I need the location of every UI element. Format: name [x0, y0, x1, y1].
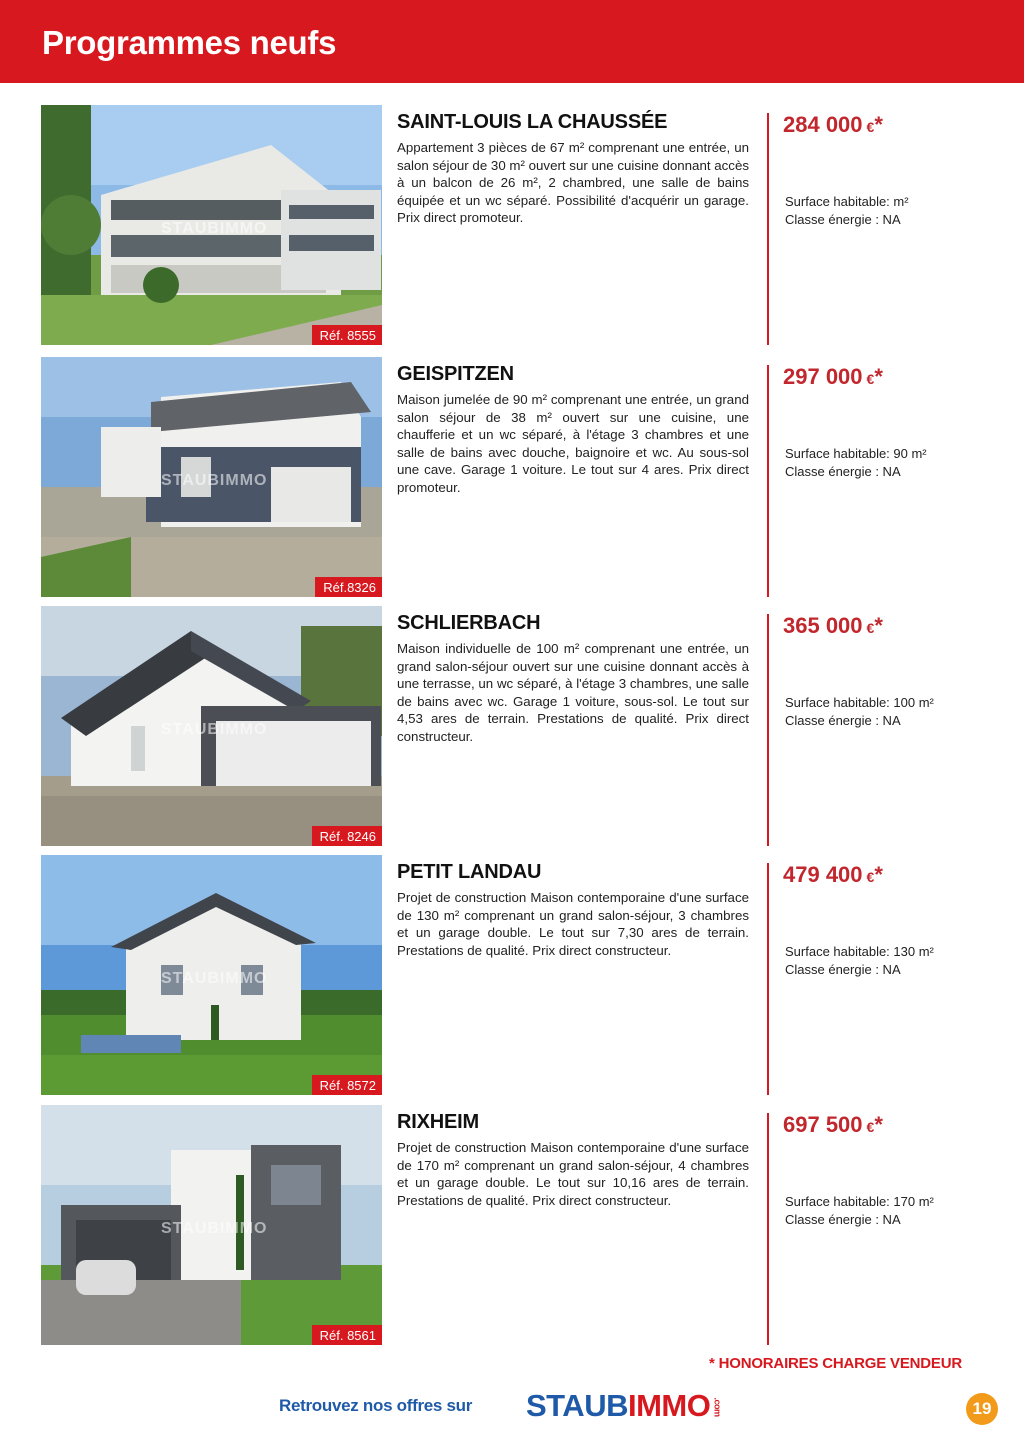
price-value: 365 000	[783, 613, 863, 638]
listing-price	[783, 364, 883, 390]
listing-card[interactable]	[0, 105, 1024, 345]
watermark: STAUBIMMO	[161, 220, 268, 237]
divider	[767, 1113, 769, 1345]
listing-photo[interactable]	[41, 105, 382, 345]
listing-title: SAINT-LOUIS LA CHAUSSÉE	[397, 111, 668, 133]
logo-part-staub: STAUB	[526, 1388, 628, 1423]
classe-energie: Classe énergie : NA	[785, 212, 901, 227]
logo-suffix: .com	[712, 1397, 723, 1417]
listing-card[interactable]	[0, 855, 1024, 1095]
price-asterisk: *	[874, 613, 883, 638]
price-value: 479 400	[783, 862, 863, 887]
price-asterisk: *	[874, 112, 883, 137]
watermark: STAUBIMMO	[161, 1220, 268, 1237]
listing-card[interactable]	[0, 357, 1024, 597]
listing-price	[783, 1112, 883, 1138]
page-number: 19	[966, 1393, 998, 1425]
listing-description: Maison jumelée de 90 m² comprenant une entrée, un grand salon séjour de 38 m² ouvert sur une cuisine, une chaufferie et un wc séparé, à l'étage 3 chambres et une salle de bains avec douche, baignoire et wc. Au sous-sol une cave. Garage 1 voiture. Le tout sur 4 ares. Prix direct promoteur.	[397, 392, 749, 495]
footer-text: Retrouvez nos offres sur	[279, 1396, 473, 1415]
reference-badge: Réf. 8246	[312, 826, 382, 846]
surface-habitable: Surface habitable: 90 m²	[785, 446, 927, 461]
divider	[767, 113, 769, 345]
currency-symbol: €	[866, 371, 875, 387]
divider	[767, 863, 769, 1095]
listing-price	[783, 862, 883, 888]
currency-symbol: €	[866, 869, 875, 885]
listing-description: Projet de construction Maison contemporaine d'une surface de 130 m² comprenant un grand salon-séjour, 3 chambres et un garage double. Le tout sur 7,30 ares de terrain. Prestations de qualité. Prix direct constructeur.	[397, 890, 749, 958]
listing-photo[interactable]	[41, 1105, 382, 1345]
listing-description: Projet de construction Maison contemporaine d'une surface de 170 m² comprenant un grand salon-séjour, 4 chambres et un garage double. Le tout sur 10,16 ares de terrain. Prestations de qualité. Prix direct constructeur.	[397, 1140, 749, 1208]
honoraires-note: * HONORAIRES CHARGE VENDEUR	[709, 1355, 962, 1372]
listing-title: GEISPITZEN	[397, 363, 514, 385]
surface-habitable: Surface habitable: 100 m²	[785, 695, 934, 710]
currency-symbol: €	[866, 1119, 875, 1135]
listing-photo[interactable]	[41, 357, 382, 597]
listing-card[interactable]	[0, 1105, 1024, 1345]
listing-description: Maison individuelle de 100 m² comprenant une entrée, un grand salon-séjour ouvert sur une cuisine donnant accès à une terrasse, un wc séparé, à l'étage 3 chambres, une salle de bains avec wc. Garage 1 voiture, sous-sol. Le tout sur 4,53 ares de terrain. Prestations de qualité. Prix direct constructeur.	[397, 641, 749, 744]
classe-energie: Classe énergie : NA	[785, 464, 901, 479]
currency-symbol: €	[866, 620, 875, 636]
price-value: 697 500	[783, 1112, 863, 1137]
reference-badge: Réf.8326	[315, 577, 382, 597]
divider	[767, 614, 769, 846]
price-asterisk: *	[874, 862, 883, 887]
logo-part-immo: IMMO	[627, 1388, 711, 1423]
page-title: Programmes neufs	[42, 24, 337, 61]
staubimmo-logo[interactable]	[526, 1388, 727, 1424]
classe-energie: Classe énergie : NA	[785, 713, 901, 728]
currency-symbol: €	[866, 119, 875, 135]
surface-habitable: Surface habitable: m²	[785, 194, 909, 209]
price-value: 297 000	[783, 364, 863, 389]
listing-title: RIXHEIM	[397, 1111, 479, 1133]
watermark: STAUBIMMO	[161, 721, 268, 738]
watermark: STAUBIMMO	[161, 970, 268, 987]
price-asterisk: *	[874, 364, 883, 389]
listing-title: PETIT LANDAU	[397, 861, 542, 883]
listing-card[interactable]	[0, 606, 1024, 846]
surface-habitable: Surface habitable: 170 m²	[785, 1194, 934, 1209]
listing-photo[interactable]	[41, 855, 382, 1095]
listing-price	[783, 613, 883, 639]
listing-price	[783, 112, 883, 138]
reference-badge: Réf. 8561	[312, 1325, 382, 1345]
price-value: 284 000	[783, 112, 863, 137]
listing-photo[interactable]	[41, 606, 382, 846]
page-header	[0, 0, 1024, 83]
listing-title: SCHLIERBACH	[397, 612, 541, 634]
divider	[767, 365, 769, 597]
surface-habitable: Surface habitable: 130 m²	[785, 944, 934, 959]
reference-badge: Réf. 8572	[312, 1075, 382, 1095]
watermark: STAUBIMMO	[161, 472, 268, 489]
reference-badge: Réf. 8555	[312, 325, 382, 345]
classe-energie: Classe énergie : NA	[785, 962, 901, 977]
price-asterisk: *	[874, 1112, 883, 1137]
classe-energie: Classe énergie : NA	[785, 1212, 901, 1227]
listing-description: Appartement 3 pièces de 67 m² comprenant une entrée, un salon séjour de 30 m² ouvert sur une cuisine donnant accès à un balcon de 26 m², 2 chambred, une salle de bains équipée et un wc séparé. Possibilité d'acquérir un garage. Prix direct promoteur.	[397, 140, 749, 226]
